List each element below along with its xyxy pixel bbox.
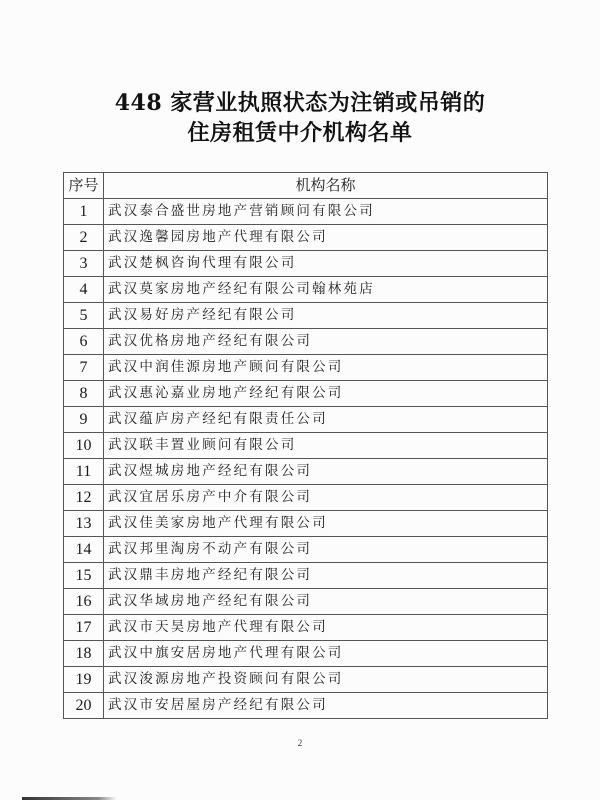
row-number: 13 [64, 511, 104, 537]
table-row [64, 225, 548, 251]
row-number: 4 [64, 277, 104, 303]
table-row [64, 615, 548, 641]
agency-name: 武汉楚枫咨询代理有限公司 [104, 251, 548, 277]
table-row [64, 251, 548, 277]
agency-list-table [63, 172, 548, 719]
row-number: 19 [64, 667, 104, 693]
table-row [64, 563, 548, 589]
table-row [64, 329, 548, 355]
row-number: 14 [64, 537, 104, 563]
row-number: 2 [64, 225, 104, 251]
agency-name: 武汉泰合盛世房地产营销顾问有限公司 [104, 199, 548, 225]
table-header-row [64, 173, 548, 199]
agency-name: 武汉华域房地产经纪有限公司 [104, 589, 548, 615]
agency-name: 武汉蕴庐房产经纪有限责任公司 [104, 407, 548, 433]
row-number: 20 [64, 693, 104, 719]
row-number: 9 [64, 407, 104, 433]
table-body [64, 199, 548, 719]
agency-name: 武汉市天昊房地产代理有限公司 [104, 615, 548, 641]
table-row [64, 511, 548, 537]
title-line-1: 448 家营业执照状态为注销或吊销的 [114, 90, 486, 116]
agency-name: 武汉鼎丰房地产经纪有限公司 [104, 563, 548, 589]
row-number: 18 [64, 641, 104, 667]
page-number: 2 [297, 738, 303, 748]
agency-name: 武汉宜居乐房产中介有限公司 [104, 485, 548, 511]
row-number: 3 [64, 251, 104, 277]
row-number: 8 [64, 381, 104, 407]
agency-name: 武汉莫家房地产经纪有限公司翰林苑店 [104, 277, 548, 303]
row-number: 7 [64, 355, 104, 381]
header-name: 机构名称 [104, 173, 548, 199]
table-row [64, 199, 548, 225]
row-number: 11 [64, 459, 104, 485]
table-row [64, 433, 548, 459]
row-number: 12 [64, 485, 104, 511]
row-number: 17 [64, 615, 104, 641]
agency-name: 武汉易好房产经纪有限公司 [104, 303, 548, 329]
agency-name: 武汉煜城房地产经纪有限公司 [104, 459, 548, 485]
agency-name: 武汉邦里淘房不动产有限公司 [104, 537, 548, 563]
agency-name: 武汉佳美家房地产代理有限公司 [104, 511, 548, 537]
agency-name: 武汉优格房地产经纪有限公司 [104, 329, 548, 355]
header-number: 序号 [64, 173, 104, 199]
title-line-2: 住房租赁中介机构名单 [187, 120, 413, 146]
agency-name: 武汉浚源房地产投资顾问有限公司 [104, 667, 548, 693]
table-row [64, 407, 548, 433]
table-row [64, 641, 548, 667]
row-number: 6 [64, 329, 104, 355]
table-row [64, 693, 548, 719]
agency-name: 武汉逸馨园房地产代理有限公司 [104, 225, 548, 251]
row-number: 10 [64, 433, 104, 459]
table-row [64, 589, 548, 615]
table-row [64, 355, 548, 381]
agency-name: 武汉联丰置业顾问有限公司 [104, 433, 548, 459]
agency-name: 武汉惠沁嘉业房地产经纪有限公司 [104, 381, 548, 407]
table-row [64, 485, 548, 511]
table-row [64, 303, 548, 329]
agency-name: 武汉中润佳源房地产顾问有限公司 [104, 355, 548, 381]
table-row [64, 277, 548, 303]
row-number: 16 [64, 589, 104, 615]
row-number: 1 [64, 199, 104, 225]
row-number: 5 [64, 303, 104, 329]
agency-name: 武汉中旗安居房地产代理有限公司 [104, 641, 548, 667]
table-row [64, 381, 548, 407]
agency-name: 武汉市安居屋房产经纪有限公司 [104, 693, 548, 719]
table-row [64, 537, 548, 563]
document-title [0, 88, 600, 148]
row-number: 15 [64, 563, 104, 589]
table-row [64, 459, 548, 485]
table-row [64, 667, 548, 693]
